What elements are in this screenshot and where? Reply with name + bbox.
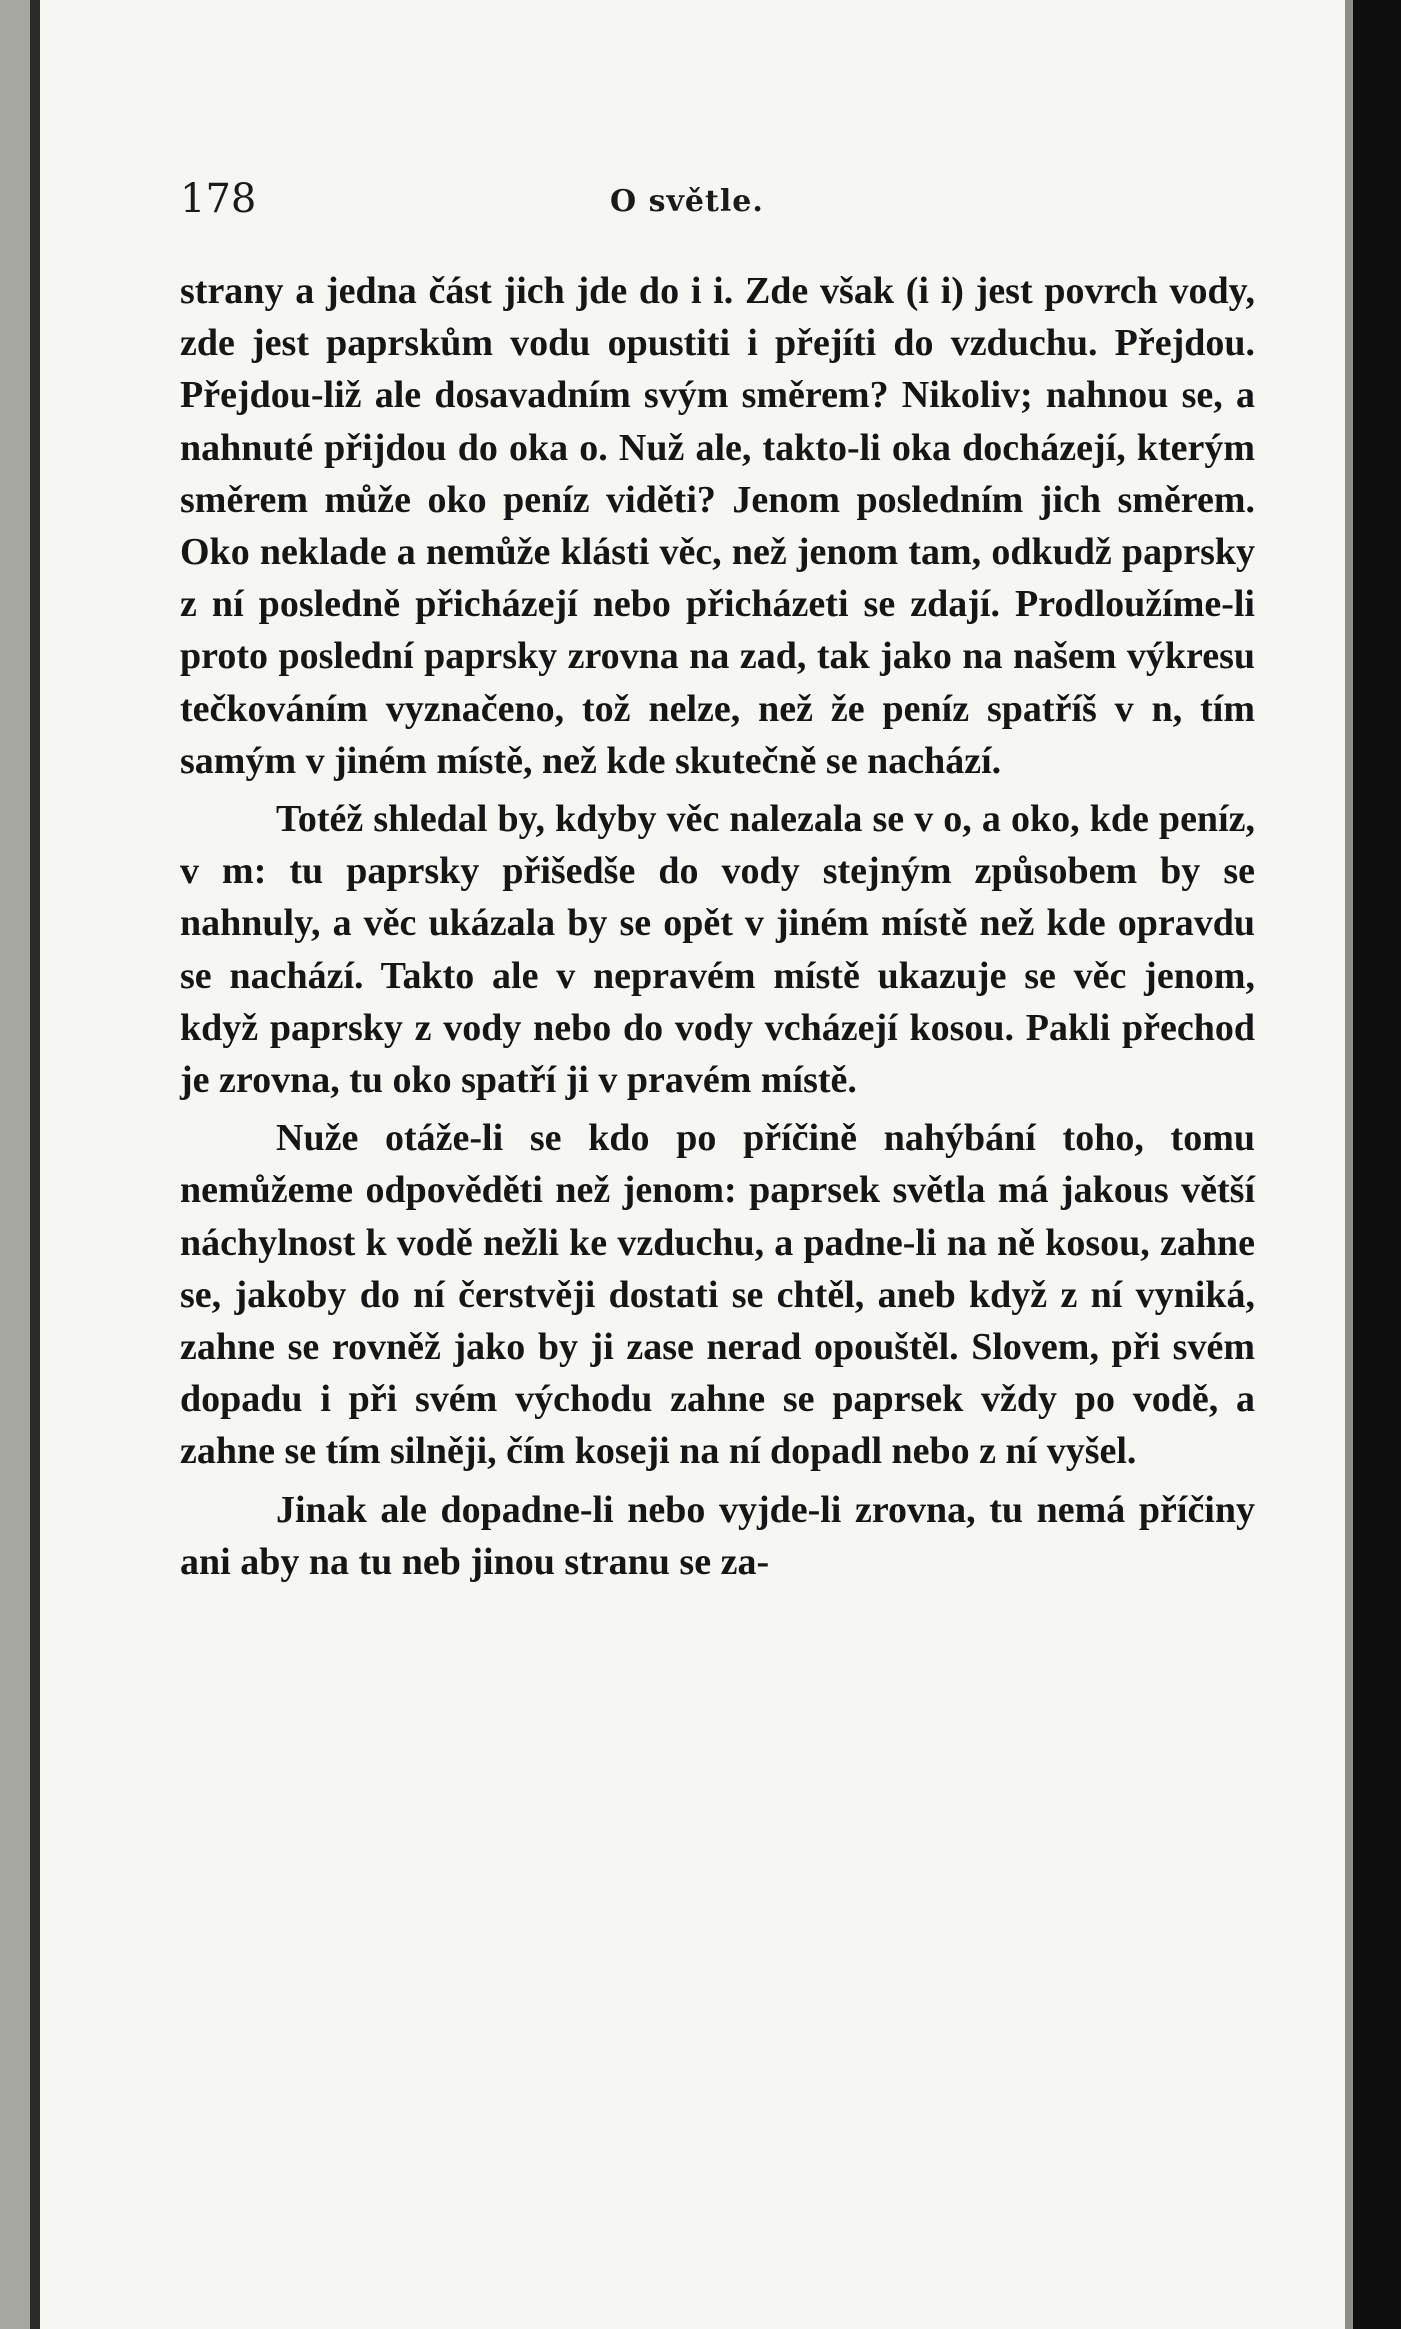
paragraph: strany a jedna část jich jde do i i. Zde však (i i) jest povrch vody, zde jest paprskům vodu opustiti i přejíti do vzduchu. Přejdou. Přejdou-liž ale dosavadním svým směrem? Nikoliv; nahnou se, a nahnuté přijdou do oka o. Nuž ale, takto-li oka docházejí, kterým směrem může oko peníz viděti? Jenom posledním jich směrem. Oko neklade a nemůže klásti věc, než jenom tam, odkudž paprsky z ní posledně přicházejí nebo přicházeti se zdají. Prodloužíme-li proto poslední paprsky zrovna na zad, tak jako na našem výkresu tečkováním vyznačeno, tož nelze, než že peníz spatříš v n, tím samým v jiném místě, než kde skutečně se nachází. [180,270,1255,782]
scan-border-right [1345,0,1401,2329]
paragraph: Nuže otáže-li se kdo po příčině nahýbání toho, tomu nemůžeme odpověděti než jenom: paprsek světla má jakous větší náchylnost k vodě nežli ke vzduchu, a padne-li na ně kosou, zahne se, jakoby do ní čerstvěji dostati se chtěl, aneb když z ní vyniká, zahne se rovněž jako by ji zase nerad opouštěl. Slovem, při svém dopadu i při svém východu zahne se paprsek vždy po vodě, a zahne se tím silněji, čím koseji na ní dopadl nebo z ní vyšel. [180,1117,1255,1473]
body-text [180,265,1255,1594]
scan-border-left [0,0,40,2329]
page-header [180,176,1250,236]
running-head: O světle. [610,184,764,219]
page-number: 178 [180,176,257,222]
paragraph: Totéž shledal by, kdyby věc nalezala se v o, a oko, kde peníz, v m: tu paprsky přišedše do vody stejným způsobem by se nahnuly, a věc ukázala by se opět v jiném místě než kde opravdu se nachází. Takto ale v nepravém místě ukazuje se věc jenom, když paprsky z vody nebo do vody vcházejí kosou. Pakli přechod je zrovna, tu oko spatří ji v pravém místě. [180,798,1255,1102]
paragraph: Jinak ale dopadne-li nebo vyjde-li zrovna, tu nemá příčiny ani aby na tu neb jinou stranu se za- [180,1488,1255,1583]
